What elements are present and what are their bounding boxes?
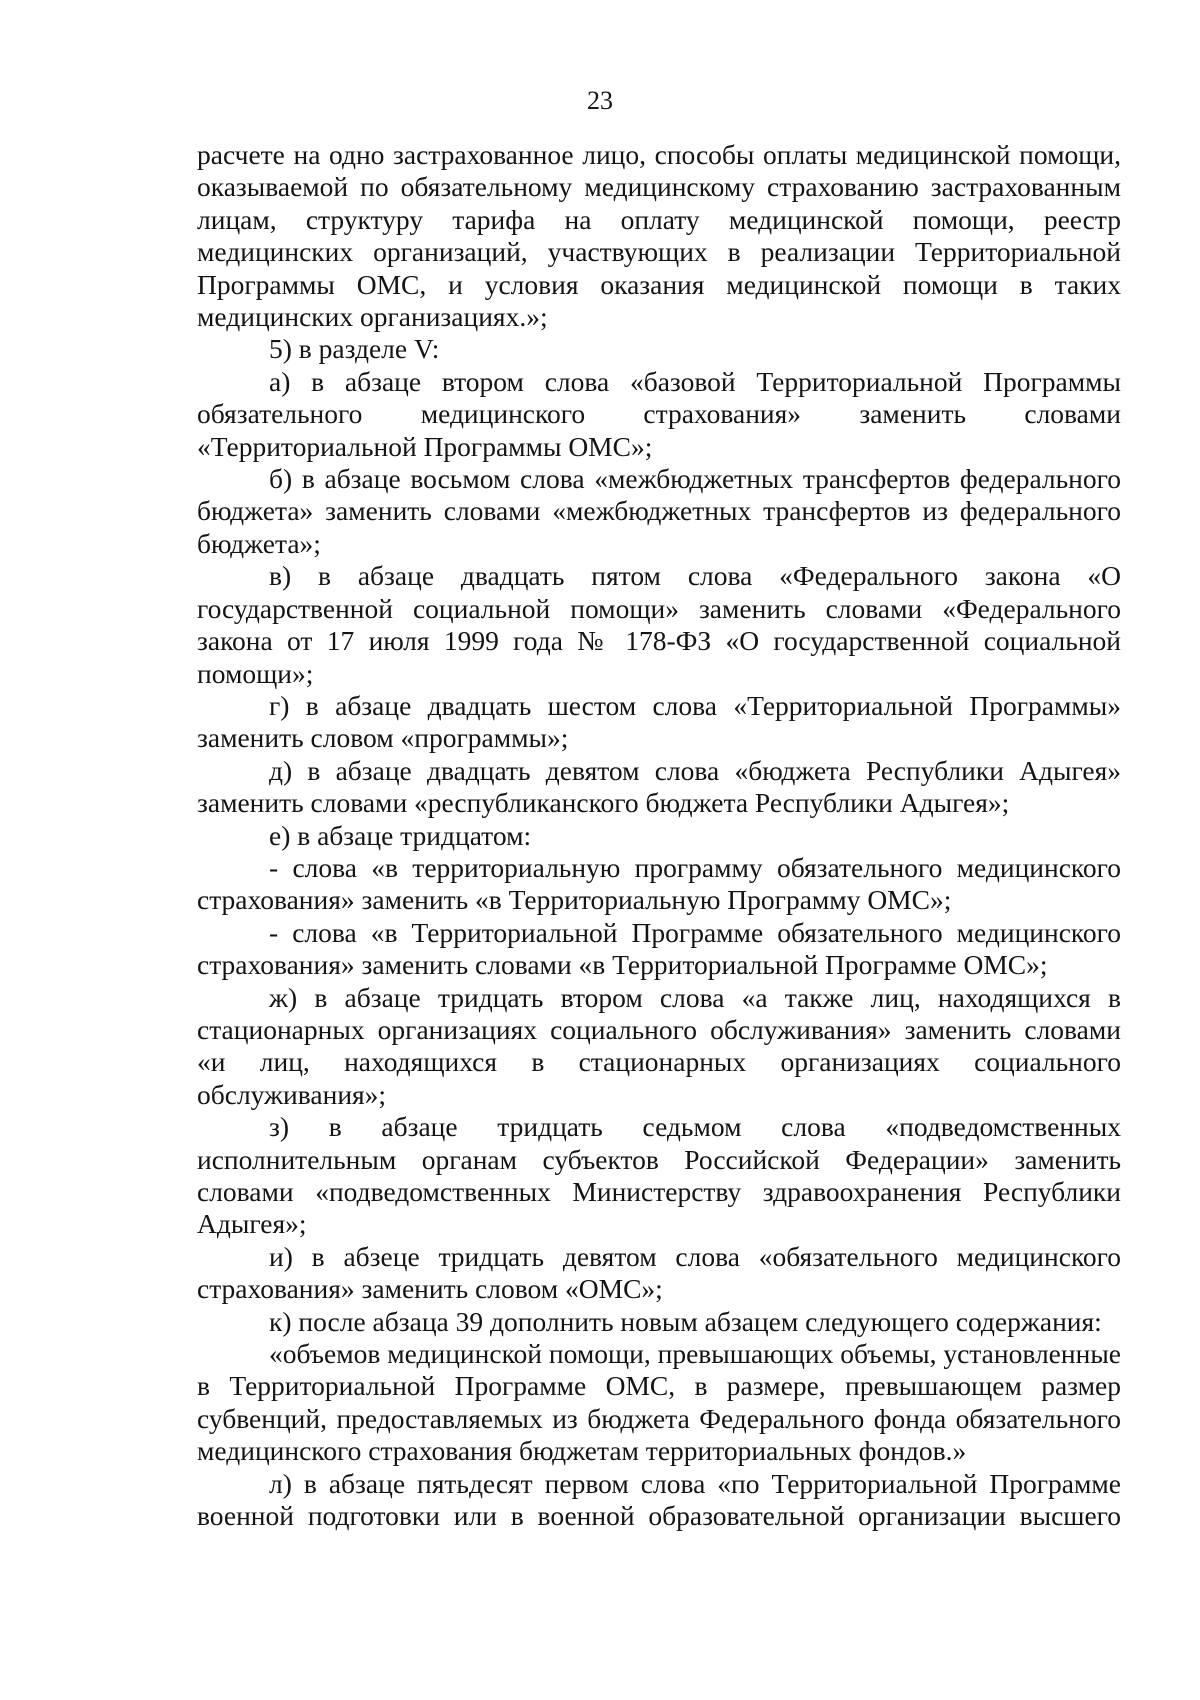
paragraph-item-i: и) в абзеце тридцать девятом слова «обязательного медицинского страхования» заменить словом «ОМС»;	[197, 1240, 1121, 1305]
paragraph-item-k: к) после абзаца 39 дополнить новым абзацем следующего содержания:	[269, 1305, 1102, 1337]
paragraph-continuation: расчете на одно застрахованное лицо, способы оплаты медицинской помощи, оказываемой по обязательному медицинскому страхованию застрахованным лицам, структуру тарифа на оплату медицинской помощи, реестр медицинских организаций, участвующих в реализации Территориальной Программы ОМС, и условия оказания медицинской помощи в таких медицинских организациях.»;	[197, 139, 1121, 333]
paragraph-item-e-dash-2: - слова «в Территориальной Программе обязательного медицинского страхования» заменить словами «в Территориальной Программе ОМС»;	[197, 916, 1121, 981]
paragraph-item-a: а) в абзаце втором слова «базовой Территориальной Программы обязательного медицинского страхования» заменить словами «Территориальной Программы ОМС»;	[197, 365, 1121, 462]
paragraph-item-v: в) в абзаце двадцать пятом слова «Федерального закона «О государственной социальной помощи» заменить словами «Федерального закона от 17 июля 1999 года № 178-ФЗ «О государственной социальной помощи»;	[197, 560, 1121, 689]
page-number: 23	[587, 86, 613, 115]
paragraph-item-b: б) в абзаце восьмом слова «межбюджетных трансфертов федерального бюджета» заменить словами «межбюджетных трансфертов из федерального бюджета»;	[197, 463, 1121, 559]
paragraph-item-z: з) в абзаце тридцать седьмом слова «подведомственных исполнительным органам субъектов Российской Федерации» заменить словами «подведомственных Министерству здравоохранения Республики Адыгея»;	[197, 1111, 1121, 1240]
paragraph-item-e: е) в абзаце тридцатом:	[269, 819, 532, 851]
paragraph-item-l: л) в абзаце пятьдесят первом слова «по Территориальной Программе военной подготовки или в военной образовательной организации высшего	[197, 1467, 1121, 1532]
paragraph-item-k-quote: «объемов медицинской помощи, превышающих объемы, установленные в Территориальной Программе ОМС, в размере, превышающем размер субвенций, предоставляемых из бюджета Федерального фонда обязательного медицинского страхования бюджетам территориальных фондов.»	[197, 1338, 1121, 1467]
paragraph-item-e-dash-1: - слова «в территориальную программу обязательного медицинского страхования» заменить «в Территориальную Программу ОМС»;	[197, 851, 1121, 916]
paragraph-section-5: 5) в разделе V:	[269, 333, 440, 365]
document-body	[197, 139, 1121, 1532]
paragraph-item-g: г) в абзаце двадцать шестом слова «Территориальной Программы» заменить словом «программы»;	[197, 689, 1121, 754]
paragraph-item-d: д) в абзаце двадцать девятом слова «бюджета Республики Адыгея» заменить словами «республиканского бюджета Республики Адыгея»;	[197, 754, 1121, 819]
paragraph-item-zh: ж) в абзаце тридцать втором слова «а также лиц, находящихся в стационарных организациях социального обслуживания» заменить словами «и лиц, находящихся в стационарных организациях социального обслуживания»;	[197, 981, 1121, 1110]
